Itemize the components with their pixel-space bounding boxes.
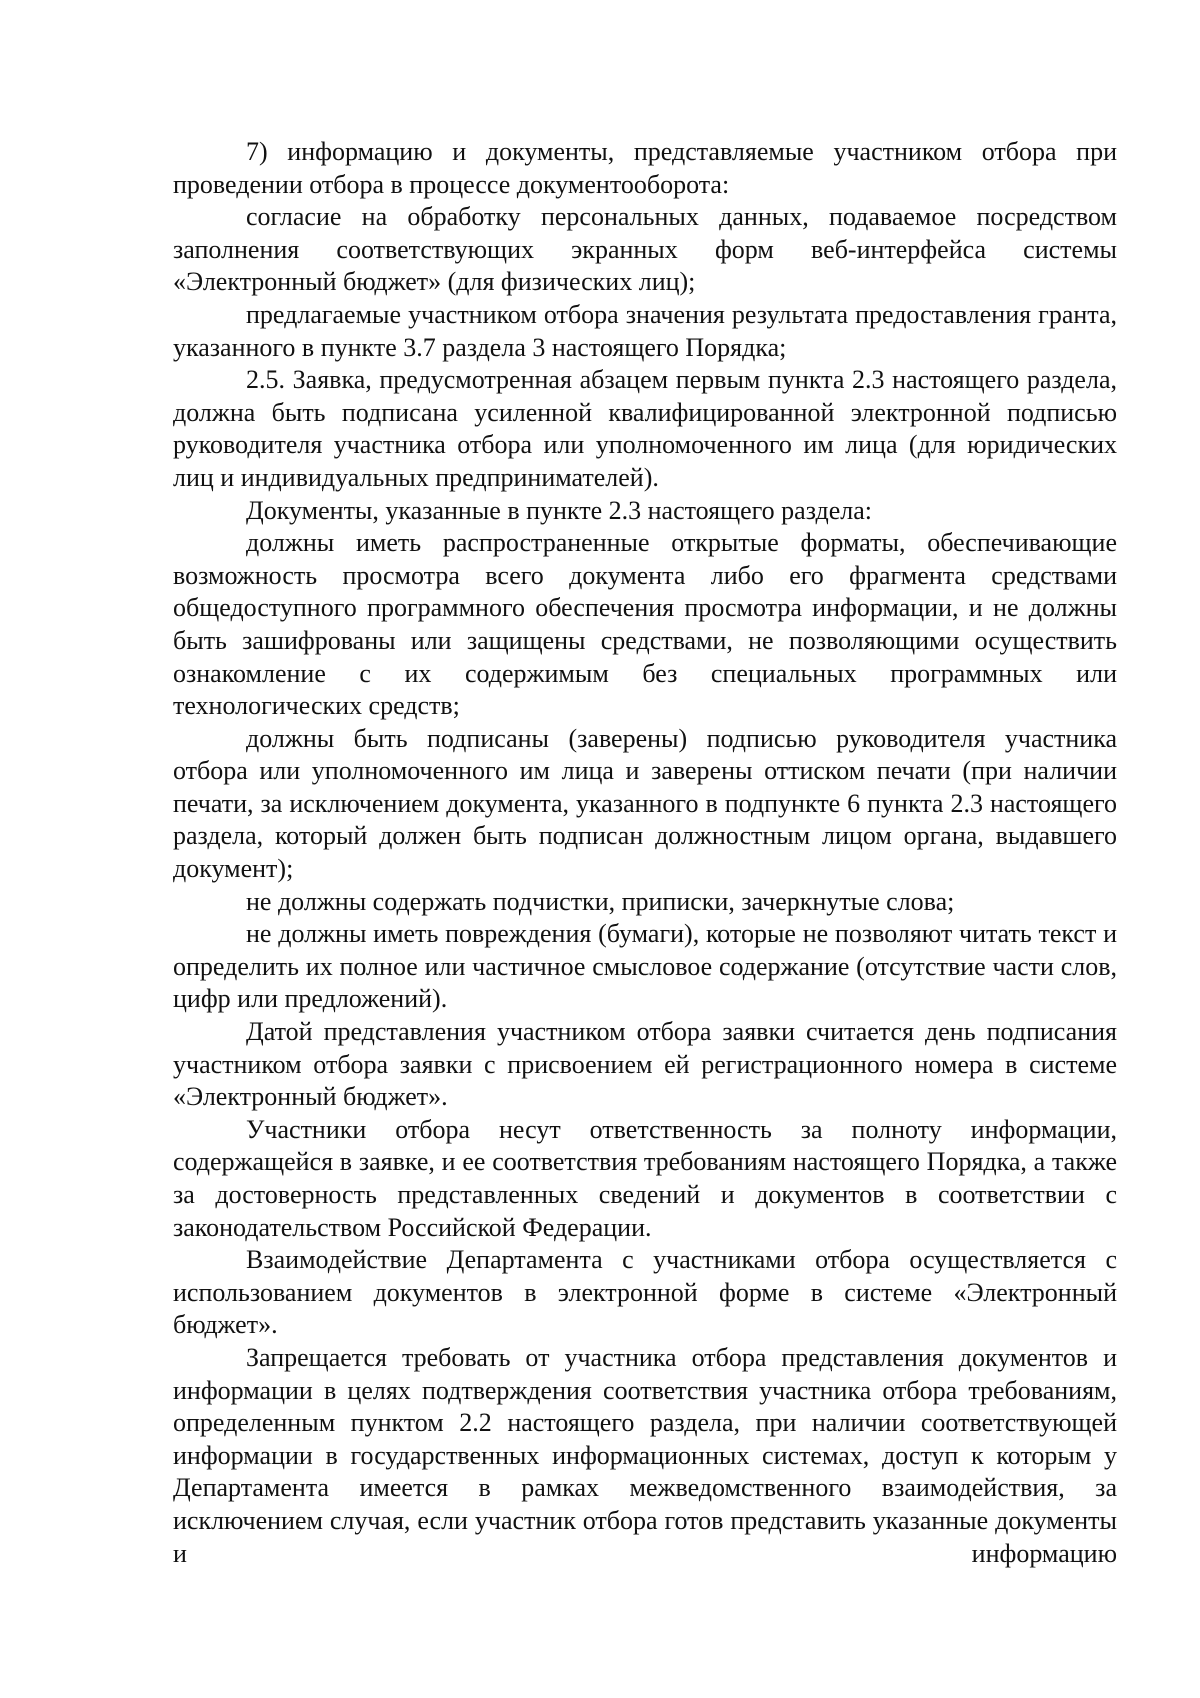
- paragraph-2-5-application-signature: 2.5. Заявка, предусмотренная абзацем первым пункта 2.3 настоящего раздела, должна быть подписана усиленной квалифицированной электронной подписью руководителя участника отбора или уполномоченного им лица (для юридических лиц и индивидуальных предпринимателей).: [173, 365, 1117, 492]
- paragraph-no-damage: не должны иметь повреждения (бумаги), которые не позволяют читать текст и определить их полное или частичное смысловое содержание (отсутствие части слов, цифр или предложений).: [173, 919, 1117, 1014]
- paragraph-submission-date: Датой представления участником отбора заявки считается день подписания участником отбора заявки с присвоением ей регистрационного номера в системе «Электронный бюджет».: [173, 1017, 1117, 1112]
- paragraph-personal-data-consent: согласие на обработку персональных данных, подаваемое посредством заполнения соответствующих экранных форм веб-интерфейса системы «Электронный бюджет» (для физических лиц);: [173, 202, 1117, 297]
- document-page: [173, 136, 1117, 1570]
- paragraph-grant-result-values: предлагаемые участником отбора значения результата предоставления гранта, указанного в пункте 3.7 раздела 3 настоящего Порядка;: [173, 299, 1117, 362]
- paragraph-no-corrections: не должны содержать подчистки, приписки, зачеркнутые слова;: [246, 886, 955, 916]
- paragraph-prohibition: Запрещается требовать от участника отбора представления документов и информации в целях подтверждения соответствия участника отбора требованиям, определенным пунктом 2.2 настоящего раздела, при наличии соответствующей информации в государственных информационных системах, доступ к которым у Департамента имеется в рамках межведомственного взаимодействия, за исключением случая, если участник отбора готов представить указанные документы и информацию: [173, 1342, 1117, 1568]
- paragraph-responsibility: Участники отбора несут ответственность за полноту информации, содержащейся в заявке, и ее соответствия требованиям настоящего Порядка, а также за достоверность представленных сведений и документов в соответствии с законодательством Российской Федерации.: [173, 1114, 1117, 1242]
- paragraph-documents-intro: Документы, указанные в пункте 2.3 настоящего раздела:: [246, 495, 873, 525]
- paragraph-interaction: Взаимодействие Департамента с участниками отбора осуществляется с использованием документов в электронной форме в системе «Электронный бюджет».: [173, 1245, 1117, 1340]
- paragraph-open-formats: должны иметь распространенные открытые форматы, обеспечивающие возможность просмотра всего документа либо его фрагмента средствами общедоступного программного обеспечения просмотра информации, и не должны быть зашифрованы или защищены средствами, не позволяющими осуществить ознакомление с их содержимым без специальных программных или технологических средств;: [173, 528, 1117, 721]
- paragraph-signed-documents: должны быть подписаны (заверены) подписью руководителя участника отбора или уполномоченного им лица и заверены оттиском печати (при наличии печати, за исключением документа, указанного в подпункте 6 пункта 2.3 настоящего раздела, который должен быть подписан должностным лицом органа, выдавшего документ);: [173, 723, 1117, 884]
- paragraph-item-7-info: 7) информацию и документы, представляемые участником отбора при проведении отбора в процессе документооборота:: [173, 137, 1117, 199]
